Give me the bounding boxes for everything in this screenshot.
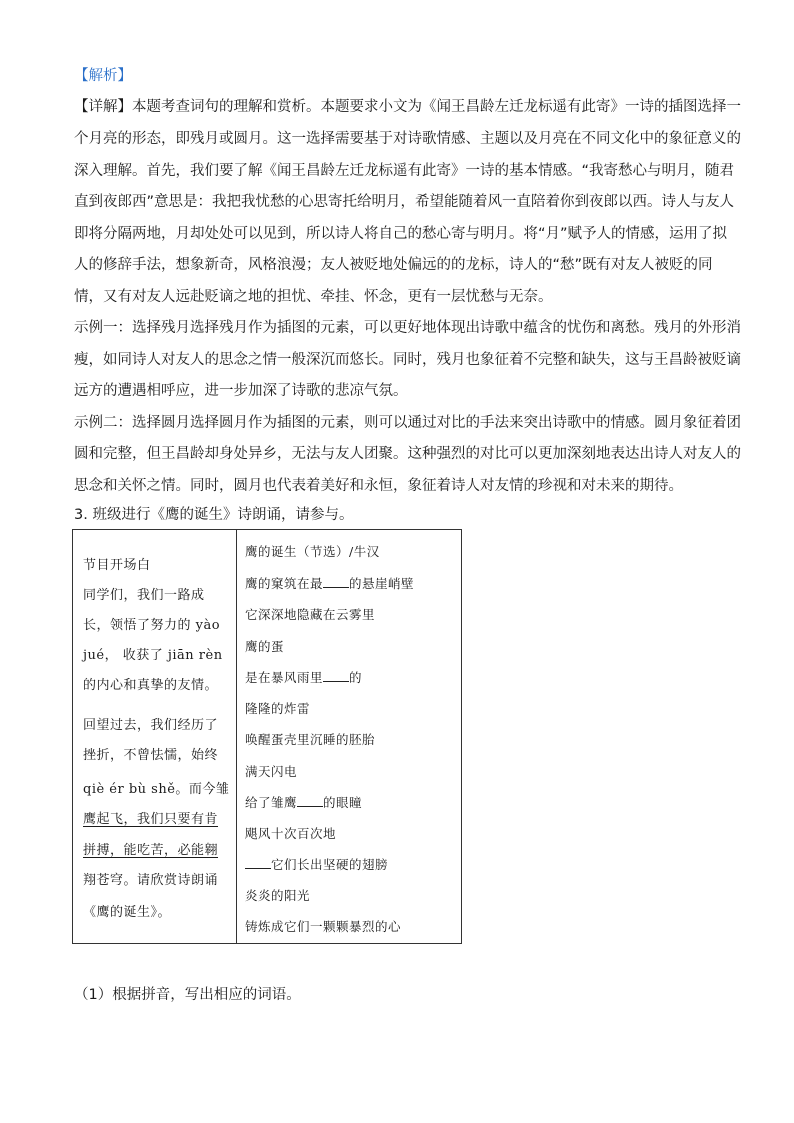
poem-line: 鹰的蛋 xyxy=(245,639,285,654)
poem-title: 鹰的诞生（节选）/牛汉 xyxy=(245,544,380,559)
opening-line: 同学们，我们一路成 xyxy=(83,588,205,603)
opening-line: 挫折，不曾怯懦，始终 xyxy=(83,748,219,763)
analysis-line: 情，又有对友人远赴贬谪之地的担忧、牵挂、怀念，更有一层忧愁与无奈。 xyxy=(74,289,553,305)
poem-line: 鹰的窠筑在最 的悬崖峭壁 xyxy=(245,576,415,591)
analysis-line: 个月亮的形态，即残月或圆月。这一选择需要基于对诗歌情感、主题以及月亮在不同文化中的象征意义的 xyxy=(74,131,741,147)
blank-3[interactable] xyxy=(297,794,323,807)
poem-line: 铸炼成它们一颗颗暴烈的心 xyxy=(245,919,402,934)
question-title: 3. 班级进行《鹰的诞生》诗朗诵，请参与。 xyxy=(74,507,354,523)
poem-line: 飓风十次百次地 xyxy=(245,826,337,841)
subquestion: （1）根据拼音，写出相应的词语。 xyxy=(74,987,301,1003)
poem-line: 它深深地隐藏在云雾里 xyxy=(245,607,376,622)
analysis-line: 示例二：选择圆月选择圆月作为插图的元素，则可以通过对比的手法来突出诗歌中的情感。圆月象征着团 xyxy=(74,415,741,431)
poem-line: 是在暴风雨里 的 xyxy=(245,670,363,685)
analysis-line: 思念和关怀之情。同时，圆月也代表着美好和永恒，象征着诗人对友情的珍视和对未来的期待。 xyxy=(74,478,683,494)
poem-line: 炎炎的阳光 xyxy=(245,888,311,903)
analysis-line: 【详解】本题考查词句的理解和赏析。本题要求小文为《闻王昌龄左迁龙标遥有此寄》一诗的插图选择一 xyxy=(74,99,741,115)
poem-line: 它们长出坚硬的翅膀 xyxy=(245,855,388,873)
opening-line: 《鹰的诞生》。 xyxy=(83,905,172,920)
table-divider xyxy=(236,530,237,943)
poem-table xyxy=(72,529,462,944)
opening-line: 长，领悟了努力的 yào xyxy=(83,618,221,633)
poem-line: 隆隆的炸雷 xyxy=(245,701,311,716)
opening-line-underlined: 鹰起飞，我们只要有肯 xyxy=(83,812,219,827)
analysis-line: 深入理解。首先，我们要了解《闻王昌龄左迁龙标遥有此寄》一诗的基本情感。“我寄愁心与明月，随君 xyxy=(74,163,735,179)
blank-2[interactable] xyxy=(323,669,349,682)
analysis-line: 示例一：选择残月选择残月作为插图的元素，可以更好地体现出诗歌中蕴含的忧伤和离愁。残月的外形消 xyxy=(74,320,741,336)
poem-line: 唤醒蛋壳里沉睡的胚胎 xyxy=(245,732,376,747)
poem-line: 给了雏鹰 的眼瞳 xyxy=(245,795,363,810)
analysis-line: 人的修辞手法，想象新奇，风格浪漫；友人被贬地处偏远的的龙标，诗人的“愁”既有对友人被贬的同 xyxy=(74,257,713,273)
opening-line: 节目开场白 xyxy=(83,558,151,573)
poem-line: 满天闪电 xyxy=(245,764,298,779)
blank-4[interactable] xyxy=(245,856,271,869)
opening-line: 回望过去，我们经历了 xyxy=(83,718,219,733)
analysis-line: 瘦，如同诗人对友人的思念之情一般深沉而悠长。同时，残月也象征着不完整和缺失，这与王昌龄被贬谪 xyxy=(74,352,741,368)
opening-line-underlined: 拼搏，能吃苦，必能翱 xyxy=(83,843,219,858)
analysis-line: 远方的遭遇相呼应，进一步加深了诗歌的悲凉气氛。 xyxy=(74,383,408,399)
opening-line: 的内心和真挚的友情。 xyxy=(83,678,219,693)
opening-line: jué， 收获了 jiān rèn xyxy=(83,648,223,663)
analysis-line: 圆和完整，但王昌龄却身处异乡，无法与友人团聚。这种强烈的对比可以更加深刻地表达出诗人对友人的 xyxy=(74,446,741,462)
analysis-heading: 【解析】 xyxy=(74,68,132,84)
analysis-line: 直到夜郎西”意思是：我把我忧愁的心思寄托给明月，希望能随着风一直陪着你到夜郎以西。诗人与友人 xyxy=(74,194,735,210)
analysis-line: 即将分隔两地，月却处处可以见到，所以诗人将自己的愁心寄与明月。将“月”赋予人的情感，运用了拟 xyxy=(74,226,728,242)
opening-line: 翔苍穹。请欣赏诗朗诵 xyxy=(83,873,219,888)
blank-1[interactable] xyxy=(323,575,349,588)
opening-line: qiè ér bù shě。而今雏 xyxy=(83,782,230,797)
